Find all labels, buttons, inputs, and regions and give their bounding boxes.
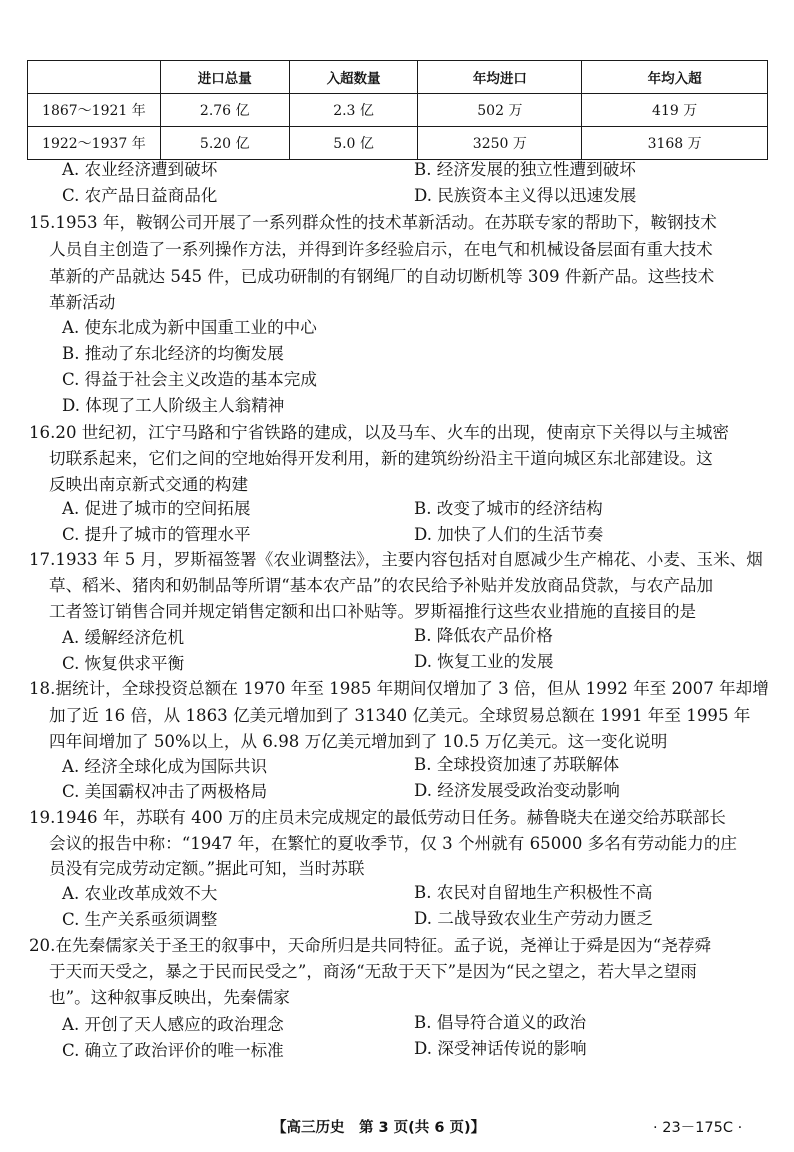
q20-option-c[interactable]: C. 确立了政治评价的唯一标准 <box>62 1041 284 1060</box>
q15-option-c[interactable]: C. 得益于社会主义改造的基本完成 <box>62 370 317 389</box>
q15-stem-line: 革新的产品就达 545 件，已成功研制的有钢绳厂的自动切断机等 309 件新产品。这些技术 <box>49 267 715 286</box>
q15-option-d[interactable]: D. 体现了工人阶级主人翁精神 <box>62 396 285 415</box>
table-cell: 1867～1921 年 <box>28 94 161 127</box>
q14-option-a[interactable]: A. 农业经济遭到破坏 <box>62 160 218 179</box>
q18-stem-line: 加了近 16 倍，从 1863 亿美元增加到了 31340 亿美元。全球贸易总额在 1991 年至 1995 年 <box>49 706 751 725</box>
q16-option-d[interactable]: D. 加快了人们的生活节奏 <box>414 525 604 544</box>
q19-option-b[interactable]: B. 农民对自留地生产积极性不高 <box>414 883 653 902</box>
q19-stem-line: 会议的报告中称：“1947 年，在繁忙的夏收季节，仅 3 个州就有 65000 多名有劳动能力的庄 <box>49 834 738 853</box>
q17-option-b[interactable]: B. 降低农产品价格 <box>414 626 553 645</box>
table-header-cell <box>28 61 161 94</box>
q20-option-b[interactable]: B. 倡导符合道义的政治 <box>414 1013 587 1032</box>
table-cell: 2.76 亿 <box>160 94 289 127</box>
table-cell: 5.20 亿 <box>160 127 289 160</box>
q17-stem-line: 工者签订销售合同并规定销售定额和出口补贴等。罗斯福推行这些农业措施的直接目的是 <box>49 602 697 621</box>
q20-stem-line: 于天而天受之，暴之于民而民受之”，商汤“无敌于天下”是因为“民之望之，若大旱之望雨 <box>49 962 697 981</box>
table-header-cell: 年均入超 <box>582 61 768 94</box>
table-header-cell: 入超数量 <box>289 61 418 94</box>
q18-option-a[interactable]: A. 经济全球化成为国际共识 <box>62 757 268 776</box>
table-cell: 1922～1937 年 <box>28 127 161 160</box>
q16-stem-line: 反映出南京新式交通的构建 <box>49 475 249 494</box>
table-header-cell: 年均进口 <box>418 61 582 94</box>
q14-option-d[interactable]: D. 民族资本主义得以迅速发展 <box>414 186 637 205</box>
exam-code: · 23－175C · <box>653 1120 743 1136</box>
q14-option-b[interactable]: B. 经济发展的独立性遭到破坏 <box>414 160 636 179</box>
q15-option-a[interactable]: A. 使东北成为新中国重工业的中心 <box>62 318 317 337</box>
q17-option-d[interactable]: D. 恢复工业的发展 <box>414 652 554 671</box>
q14-option-c[interactable]: C. 农产品日益商品化 <box>62 186 218 205</box>
q18-stem-line: 18.据统计，全球投资总额在 1970 年至 1985 年期间仅增加了 3 倍，但从 1992 年至 2007 年却增 <box>29 679 769 698</box>
q18-option-d[interactable]: D. 经济发展受政治变动影响 <box>414 781 620 800</box>
q20-option-a[interactable]: A. 开创了天人感应的政治理念 <box>62 1015 284 1034</box>
q18-option-b[interactable]: B. 全球投资加速了苏联解体 <box>414 755 620 774</box>
q20-stem-line: 也”。这种叙事反映出，先秦儒家 <box>49 988 290 1007</box>
q17-option-c[interactable]: C. 恢复供求平衡 <box>62 654 185 673</box>
table-cell: 419 万 <box>582 94 768 127</box>
q17-stem-line: 草、稻米、猪肉和奶制品等所谓“基本农产品”的农民给予补贴并发放商品贷款，与农产品加 <box>49 576 714 595</box>
table-row <box>28 127 768 160</box>
q20-option-d[interactable]: D. 深受神话传说的影响 <box>414 1039 587 1058</box>
table-cell: 3168 万 <box>582 127 768 160</box>
q16-stem-line: 16.20 世纪初，江宁马路和宁省铁路的建成，以及马车、火车的出现，使南京下关得以与主城密 <box>29 423 729 442</box>
q20-stem-line: 20.在先秦儒家关于圣王的叙事中，天命所归是共同特征。孟子说，尧禅让于舜是因为“尧荐舜 <box>29 936 712 955</box>
table-row <box>28 94 768 127</box>
q19-option-a[interactable]: A. 农业改革成效不大 <box>62 884 218 903</box>
table-cell: 3250 万 <box>418 127 582 160</box>
q16-option-a[interactable]: A. 促进了城市的空间拓展 <box>62 499 251 518</box>
q15-stem-line: 15.1953 年，鞍钢公司开展了一系列群众性的技术革新活动。在苏联专家的帮助下，鞍钢技术 <box>29 213 717 232</box>
q16-option-b[interactable]: B. 改变了城市的经济结构 <box>414 499 603 518</box>
q17-stem-line: 17.1933 年 5 月，罗斯福签署《农业调整法》，主要内容包括对自愿减少生产棉花、小麦、玉米、烟 <box>29 550 763 569</box>
table-cell: 2.3 亿 <box>289 94 418 127</box>
table-header-cell: 进口总量 <box>160 61 289 94</box>
q17-option-a[interactable]: A. 缓解经济危机 <box>62 628 185 647</box>
q19-stem-line: 19.1946 年，苏联有 400 万的庄员未完成规定的最低劳动日任务。赫鲁晓夫在递交给苏联部长 <box>29 808 726 827</box>
table-header-row <box>28 61 768 94</box>
table-cell: 502 万 <box>418 94 582 127</box>
q19-option-c[interactable]: C. 生产关系亟须调整 <box>62 910 218 929</box>
table-cell: 5.0 亿 <box>289 127 418 160</box>
q16-stem-line: 切联系起来，它们之间的空地始得开发利用，新的建筑纷纷沿主干道向城区东北部建设。这 <box>49 449 713 468</box>
q16-option-c[interactable]: C. 提升了城市的管理水平 <box>62 525 251 544</box>
q19-option-d[interactable]: D. 二战导致农业生产劳动力匮乏 <box>414 909 653 928</box>
q18-stem-line: 四年间增加了 50%以上，从 6.98 万亿美元增加到了 10.5 万亿美元。这一变化说明 <box>49 732 668 751</box>
q15-stem-line: 革新活动 <box>49 293 116 312</box>
import-statistics-table <box>27 60 768 160</box>
q18-option-c[interactable]: C. 美国霸权冲击了两极格局 <box>62 782 268 801</box>
page-number-label: 【高三历史 第 3 页(共 6 页)】 <box>272 1120 486 1136</box>
q15-stem-line: 人员自主创造了一系列操作方法，并得到许多经验启示，在电气和机械设备层面有重大技术 <box>49 240 713 259</box>
q19-stem-line: 员没有完成劳动定额。”据此可知，当时苏联 <box>49 859 365 878</box>
q15-option-b[interactable]: B. 推动了东北经济的均衡发展 <box>62 344 284 363</box>
